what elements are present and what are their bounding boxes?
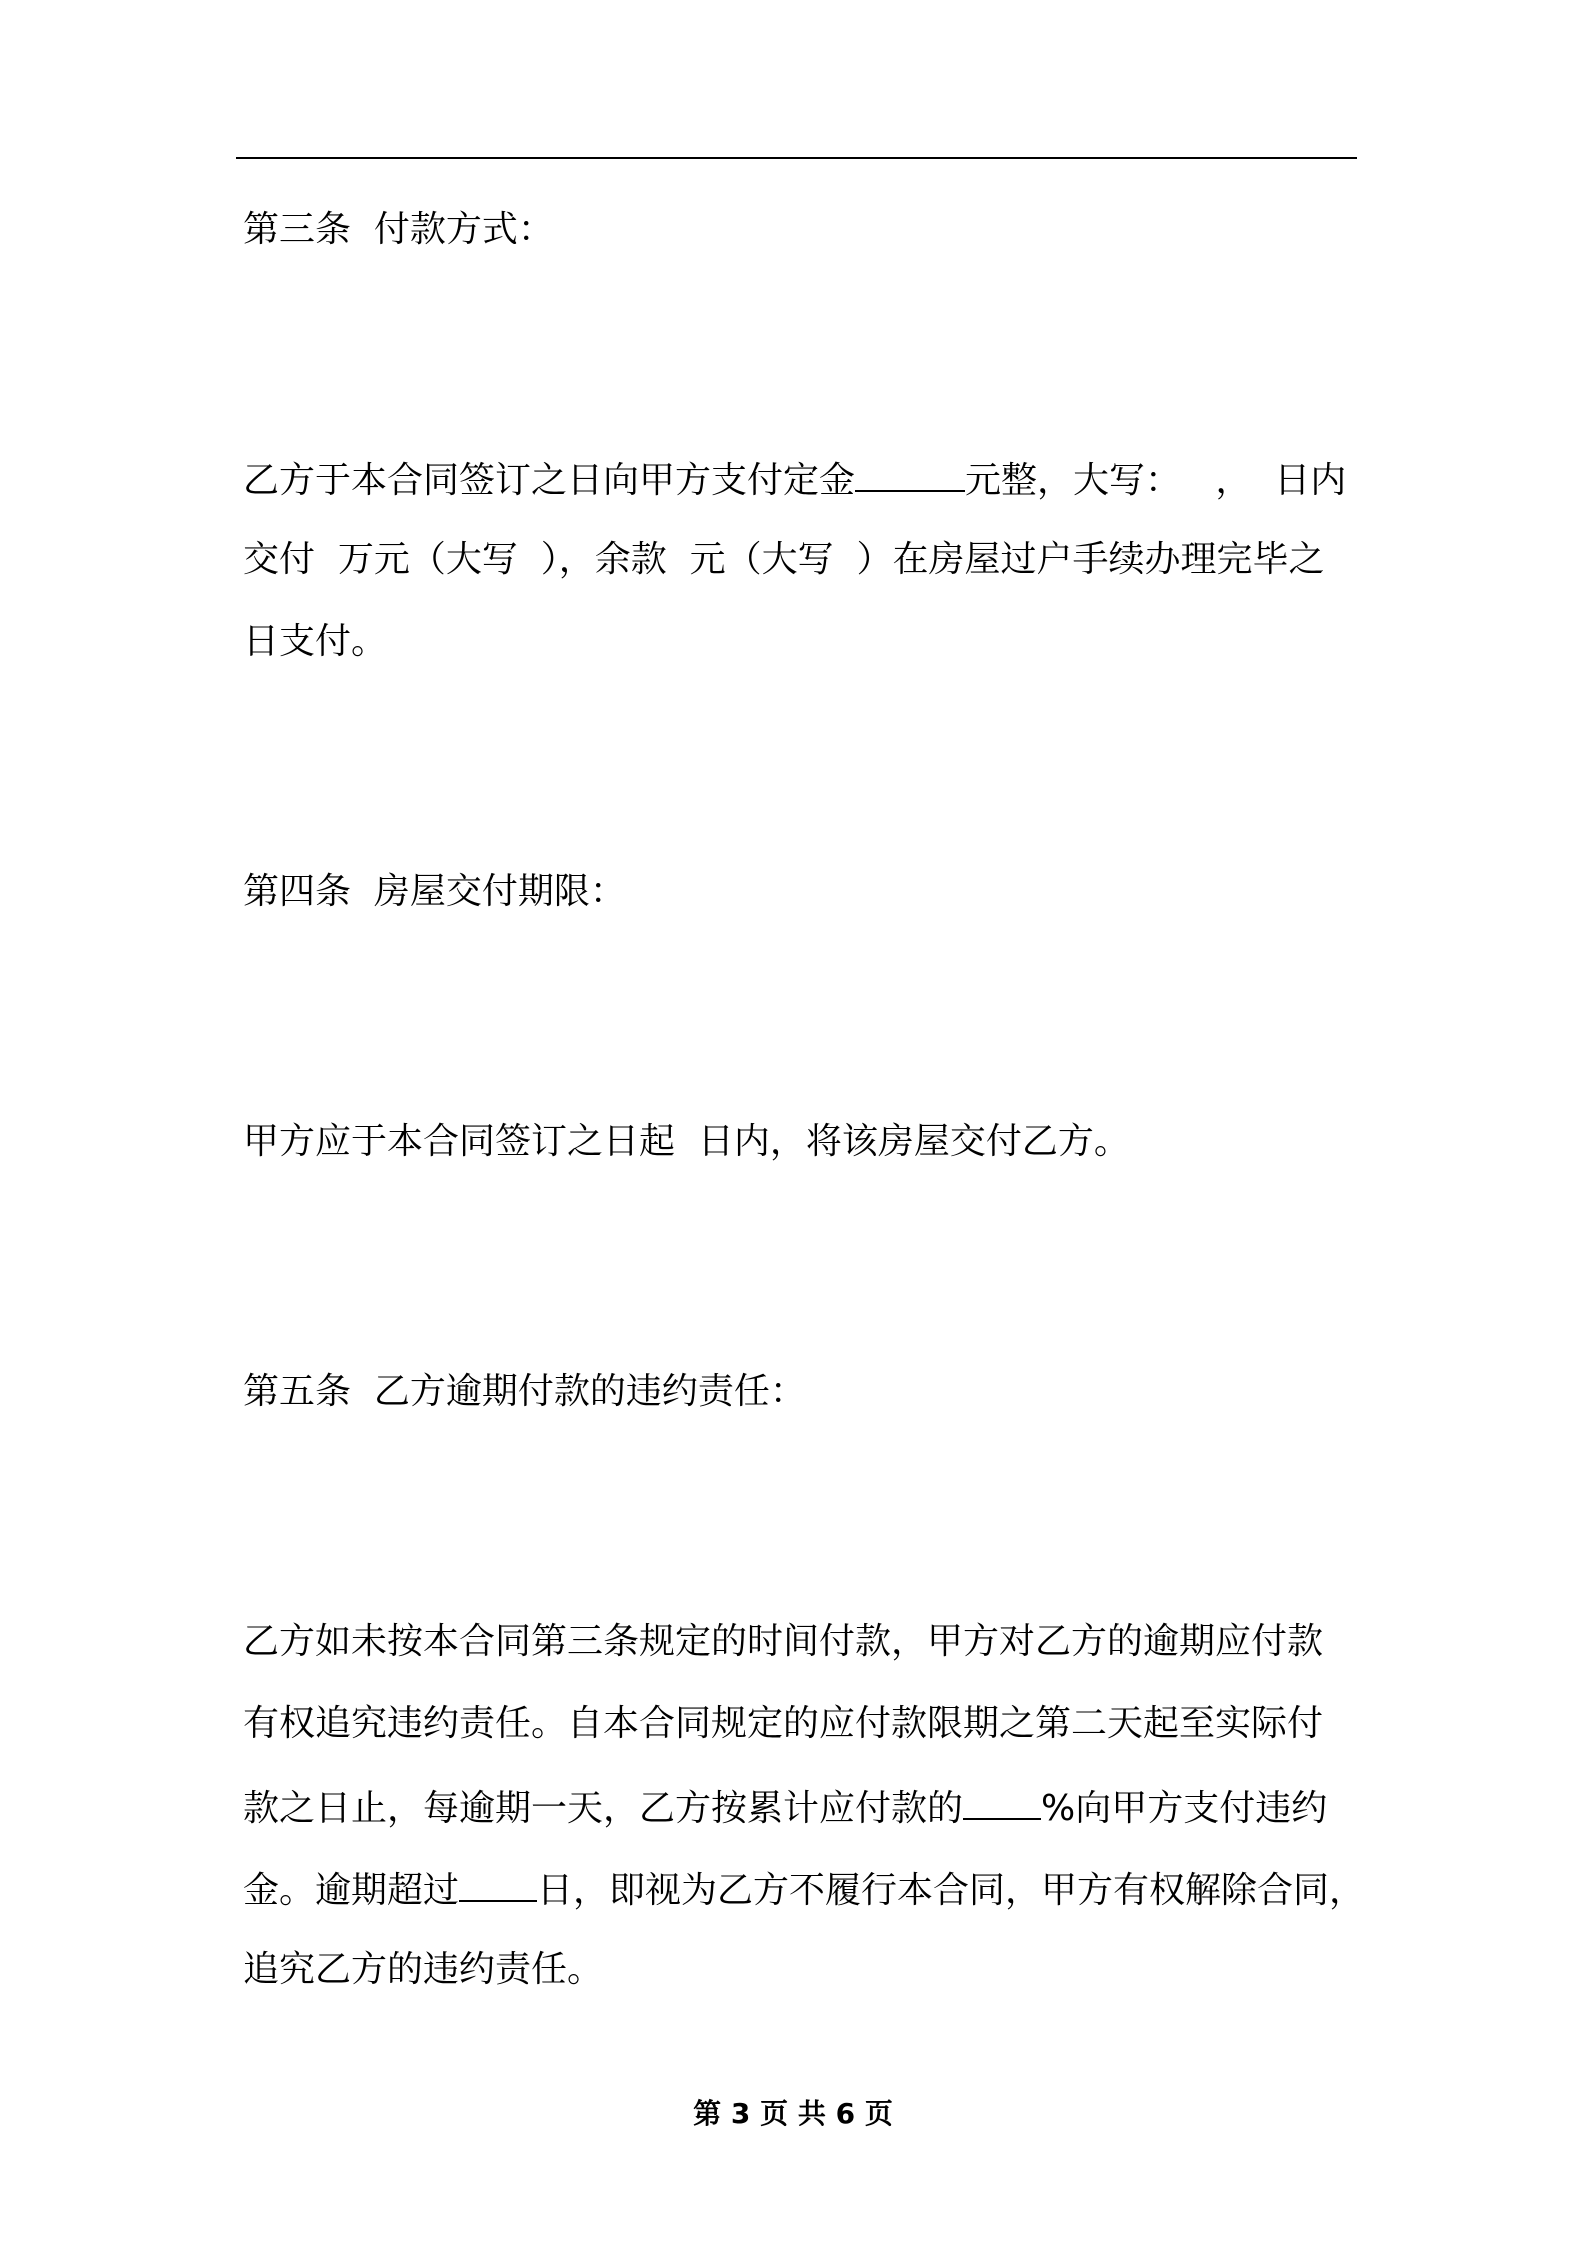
- article-5-heading: 第五条 乙方逾期付款的违约责任：: [243, 1371, 806, 1412]
- article-5-line-3-start: 款之日止，每逾期一天，乙方按累计应付款的: [243, 1788, 964, 1829]
- article-5-line-3-end: %向甲方支付违约: [1041, 1788, 1328, 1829]
- header-rule: [236, 157, 1357, 159]
- article-3-heading: 第三条 付款方式：: [243, 209, 554, 250]
- article-5-line-4-end: 日，即视为乙方不履行本合同，甲方有权解除合同，: [537, 1870, 1366, 1911]
- article-4-line-1: 甲方应于本合同签订之日起 日内，将该房屋交付乙方。: [243, 1121, 1130, 1162]
- article-5-line-3: [243, 1784, 1327, 1831]
- article-5-line-1: 乙方如未按本合同第三条规定的时间付款，甲方对乙方的逾期应付款: [243, 1621, 1324, 1662]
- overdue-days-blank: [459, 1866, 537, 1902]
- article-5-line-2: 有权追究违约责任。自本合同规定的应付款限期之第二天起至实际付: [243, 1703, 1324, 1744]
- article-3-line-1-end: 元整，大写： ， 日内: [965, 460, 1347, 501]
- penalty-rate-blank: [963, 1784, 1041, 1820]
- article-4-heading: 第四条 房屋交付期限：: [243, 871, 626, 912]
- article-3-line-2: 交付 万元（大写 ），余款 元（大写 ）在房屋过户手续办理完毕之: [243, 539, 1325, 580]
- article-5-line-5: 追究乙方的违约责任。: [243, 1949, 604, 1990]
- page-number-footer: 第 3 页 共 6 页: [693, 2097, 893, 2130]
- article-5-line-4-start: 金。逾期超过: [243, 1870, 460, 1911]
- deposit-blank: [855, 456, 965, 492]
- article-3-line-1: [243, 456, 1346, 503]
- article-5-line-4: [243, 1866, 1365, 1913]
- article-3-line-1-start: 乙方于本合同签订之日向甲方支付定金: [243, 460, 856, 501]
- article-3-line-3: 日支付。: [243, 621, 388, 662]
